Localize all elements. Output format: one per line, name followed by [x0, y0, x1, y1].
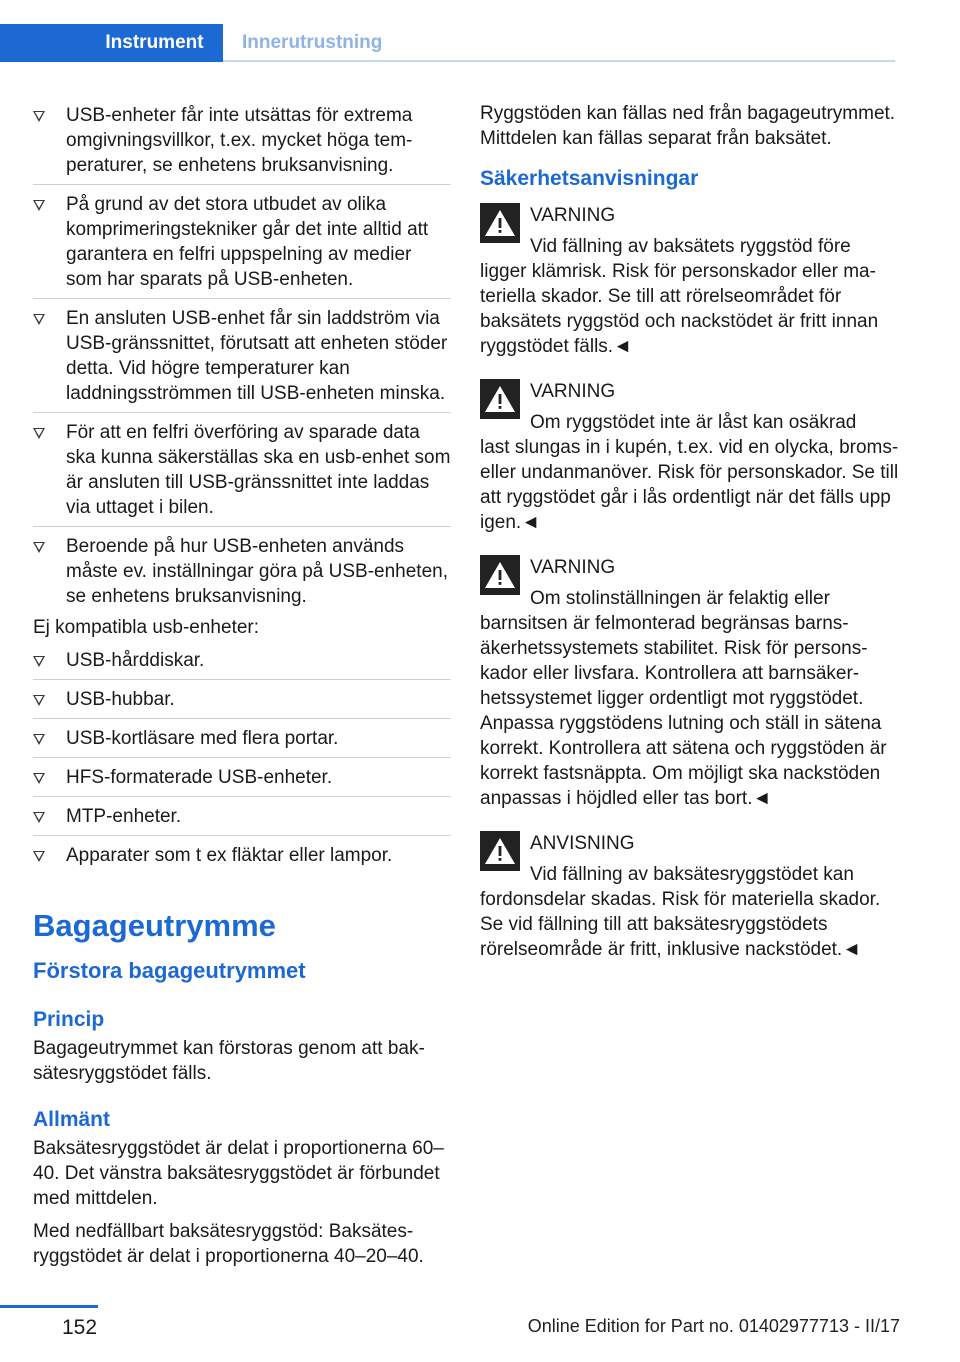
list-item — [33, 687, 451, 712]
list-item — [33, 843, 451, 868]
warning-text: Om ryggstödet inte är låst kan osäkrad — [530, 412, 857, 433]
list-item-text: HFS-formaterade USB-enheter. — [66, 767, 333, 788]
list-item — [33, 804, 451, 829]
triangle-bullet-icon — [33, 428, 45, 439]
list-item-text: För att en felfri överföring av sparade data ska kunna säkerställas ska en usb-enhet som är ansluten till USB-gränssnittet inte laddas via uttaget i bilen. — [66, 422, 451, 518]
list-item-text: USB-kortläsare med flera portar. — [66, 728, 339, 749]
footer-rule — [0, 1305, 98, 1308]
incompatible-list — [33, 648, 451, 868]
right-column — [480, 101, 900, 982]
warning-triangle-icon — [480, 379, 520, 419]
edition-label: Online Edition for Part no. 01402977713 - II/17 — [527, 1316, 900, 1336]
warning-text: last slungas in i kupén, t.ex. vid en olycka, broms- eller undanmanöver. Risk för personskador. Se till att ryggstödet går i lås ordentligt när det fälls upp igen.◄ — [480, 437, 899, 533]
safety-heading: Säkerhetsanvisningar — [480, 167, 699, 190]
list-item-text: USB-enheter får inte utsättas för extrema omgivningsvillkor, t.ex. mycket höga temperaturer, se enhetens bruksanvisning. — [66, 105, 413, 176]
list-item — [33, 765, 451, 790]
warning-text: ligger klämrisk. Risk för personskador eller materiella skador. Se till att rörelseområdet för baksätets ryggstöd och nackstödet är fritt innan ryggstödet fälls.◄ — [480, 261, 879, 357]
notice-text: Vid fällning av baksätesryggstödet kan — [530, 864, 854, 885]
triangle-bullet-icon — [33, 773, 45, 784]
list-item-text: En ansluten USB-enhet får sin laddström via USB-gränssnittet, förutsatt att enheten stöder detta. Vid högre temperaturer kan laddningsströmmen till USB-enheten minska. — [66, 308, 448, 404]
warning-text: Vid fällning av baksätets ryggstöd före — [530, 236, 851, 257]
page-number: 152 — [62, 1316, 98, 1339]
triangle-bullet-icon — [33, 812, 45, 823]
warning-triangle-icon — [480, 203, 520, 243]
list-item — [33, 306, 451, 406]
tab-innerutrustning[interactable]: Innerutrustning — [242, 32, 383, 53]
warning-text: barnsitsen är felmonterad begränsas barnsäkerhetssystemets stabilitet. Risk för personskador eller livsfara. Kontrollera att barnsäkerhetssystemet ligger ordentligt mot ryggstödet. Anpassa ryggstödens lutning och ställ in sätena korrekt. Kontrollera att sätena och ryggstöden är korrekt fastsnäppta. Om möjligt ska nackstöden anpassas i höjdled eller tas bort.◄ — [480, 613, 887, 809]
triangle-bullet-icon — [33, 542, 45, 553]
notice-triangle-icon — [480, 831, 520, 871]
tab-instrument[interactable]: Instrument — [0, 24, 223, 62]
allmant-paragraph: Baksätesryggstödet är delat i proportionerna 60–40. Det vänstra baksätesryggstödet är förbundet med mittdelen. — [33, 1138, 444, 1209]
warning-block — [480, 379, 900, 535]
section-title: Bagageutrymme — [33, 908, 276, 943]
usb-notes-list — [33, 103, 451, 609]
subsection-title: Förstora bagageutrymmet — [33, 958, 306, 983]
princip-text: Bagageutrymmet kan förstoras genom att baksätesryggstödet fälls. — [33, 1038, 425, 1084]
notice-block — [480, 831, 900, 962]
list-item-text: Apparater som t ex fläktar eller lampor. — [66, 845, 393, 866]
warning-block — [480, 203, 900, 359]
triangle-bullet-icon — [33, 111, 45, 122]
list-item-text: MTP-enheter. — [66, 806, 182, 827]
header-rule — [223, 60, 895, 62]
triangle-bullet-icon — [33, 695, 45, 706]
triangle-bullet-icon — [33, 314, 45, 325]
triangle-bullet-icon — [33, 734, 45, 745]
warning-block — [480, 555, 900, 811]
triangle-bullet-icon — [33, 656, 45, 667]
warning-text: Om stolinställningen är felaktig eller — [530, 588, 830, 609]
warning-triangle-icon — [480, 555, 520, 595]
list-item — [33, 648, 451, 673]
left-column — [33, 103, 451, 1277]
allmant-paragraph: Med nedfällbart baksätesryggstöd: Baksätesryggstödet är delat i proportionerna 40–20–40. — [33, 1221, 424, 1267]
list-item — [33, 103, 451, 178]
list-item-text: Beroende på hur USB-enheten används måste ev. inställningar göra på USB-enheten, se enhetens bruksanvisning. — [66, 536, 448, 607]
list-item — [33, 192, 451, 292]
list-item-text: På grund av det stora utbudet av olika komprimeringstekniker går det inte alltid att garantera en felfri uppspelning av medier som har sparats på USB-enheten. — [66, 194, 429, 290]
list-item-text: USB-hubbar. — [66, 689, 175, 710]
triangle-bullet-icon — [33, 851, 45, 862]
list-item-text: USB-hårddiskar. — [66, 650, 205, 671]
allmant-heading: Allmänt — [33, 1108, 111, 1131]
list-item — [33, 534, 451, 609]
notice-title: ANVISNING — [530, 833, 635, 854]
warning-title: VARNING — [530, 205, 616, 226]
incompatible-label: Ej kompatibla usb-enheter: — [33, 617, 260, 638]
header-tabbar — [0, 0, 960, 62]
warning-title: VARNING — [530, 557, 616, 578]
list-item — [33, 420, 451, 520]
triangle-bullet-icon — [33, 200, 45, 211]
princip-heading: Princip — [33, 1008, 105, 1031]
warning-title: VARNING — [530, 381, 616, 402]
intro-paragraph: Ryggstöden kan fällas ned från bagageutrymmet. Mittdelen kan fällas separat från baksätet. — [480, 103, 896, 149]
list-item — [33, 726, 451, 751]
notice-text: fordonsdelar skadas. Risk för materiella skador. Se vid fällning till att baksätesryggstödets rörelseområde är fritt, inklusive nackstödet.◄ — [480, 889, 881, 960]
